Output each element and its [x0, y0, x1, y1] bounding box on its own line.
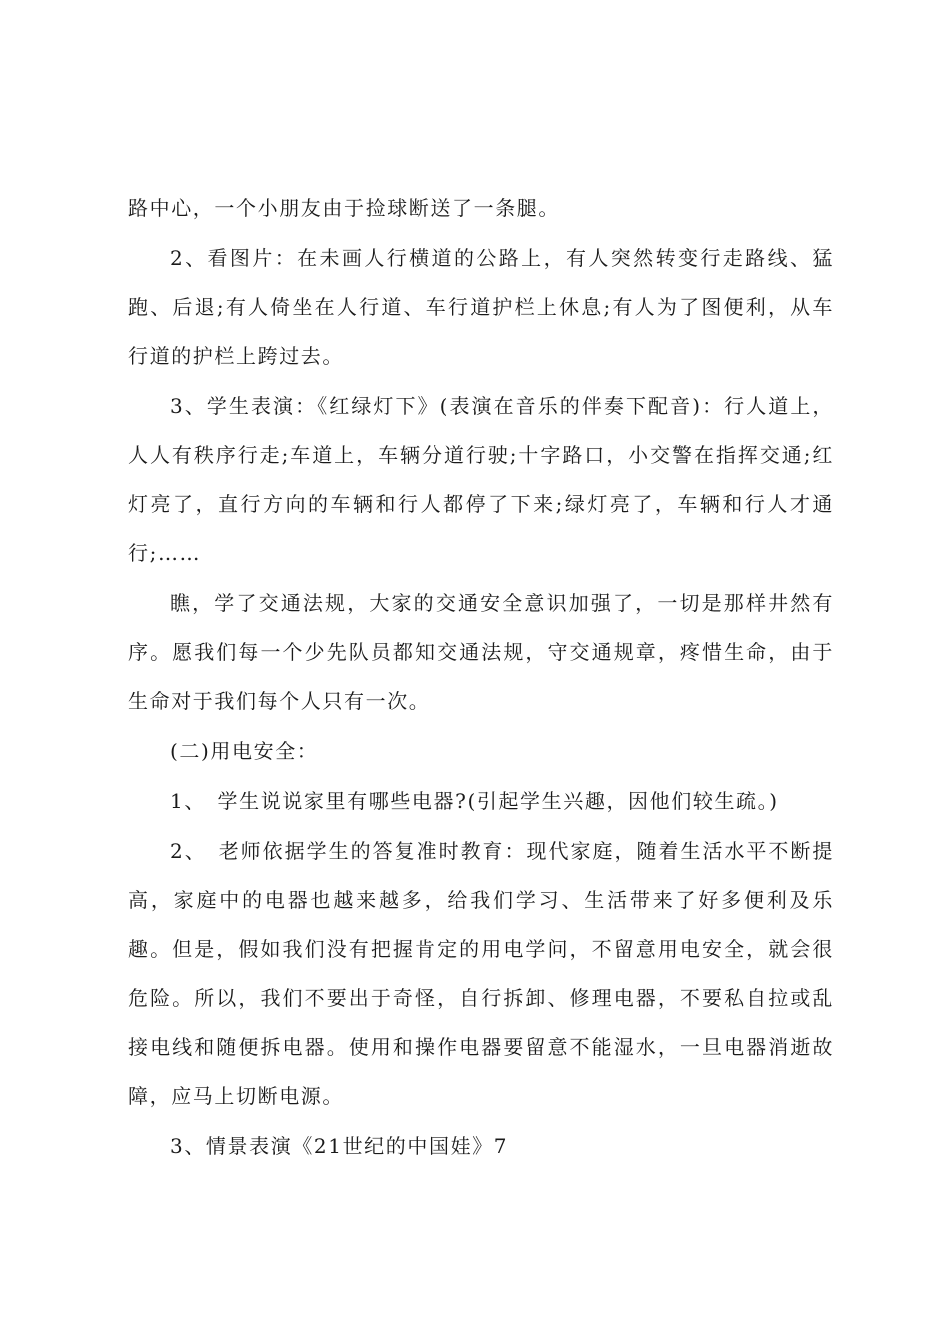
- document-body: [128, 184, 834, 1172]
- paragraph-3: 3、学生表演：《红绿灯下》(表演在音乐的伴奏下配音)：行人道上，人人有秩序行走;车道上，车辆分道行驶;十字路口，小交警在指挥交通;红灯亮了，直行方向的车辆和行人都停了下来;绿灯亮了，车辆和行人才通行;……: [128, 394, 834, 565]
- paragraph-8: 3、情景表演《21世纪的中国娃》7: [170, 1134, 509, 1158]
- paragraph-4: 瞧，学了交通法规，大家的交通安全意识加强了，一切是那样井然有序。愿我们每一个少先队员都知交通法规，守交通规章，疼惜生命，由于生命对于我们每个人只有一次。: [128, 591, 834, 713]
- paragraph-2: 2、看图片：在未画人行横道的公路上，有人突然转变行走路线、猛跑、后退;有人倚坐在人行道、车行道护栏上休息;有人为了图便利，从车行道的护栏上跨过去。: [128, 246, 834, 368]
- paragraph-7: 2、 老师依据学生的答复准时教育：现代家庭，随着生活水平不断提高，家庭中的电器也越来越多，给我们学习、生活带来了好多便利及乐趣。但是，假如我们没有把握肯定的用电学问，不留意用电安全，就会很危险。所以，我们不要出于奇怪，自行拆卸、修理电器，不要私自拉或乱接电线和随便拆电器。使用和操作电器要留意不能湿水，一旦电器消逝故障，应马上切断电源。: [128, 839, 834, 1108]
- paragraph-1: 路中心，一个小朋友由于捡球断送了一条腿。: [128, 196, 560, 220]
- paragraph-6: 1、 学生说说家里有哪些电器?(引起学生兴趣，因他们较生疏。): [170, 789, 779, 813]
- paragraph-5: (二)用电安全：: [170, 739, 319, 763]
